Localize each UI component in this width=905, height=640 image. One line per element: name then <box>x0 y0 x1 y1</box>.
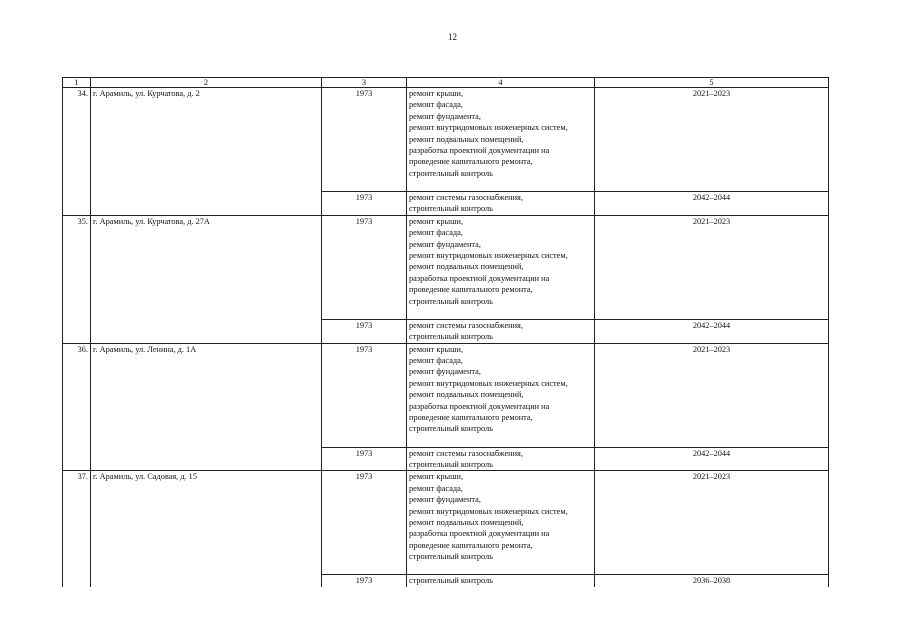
repair-work-item: проведение капитального ремонта, <box>409 157 533 167</box>
repair-work-item: проведение капитального ремонта, <box>409 285 533 295</box>
column-number-row <box>63 78 829 88</box>
repair-work-item: ремонт фасада, <box>409 100 463 110</box>
table-row <box>63 343 829 447</box>
year-built: 1973 <box>322 447 407 471</box>
repair-period: 2036–2038 <box>595 575 829 587</box>
repair-work-item: ремонт фундамента, <box>409 111 481 121</box>
repair-work-item: ремонт системы газоснабжения, <box>409 193 523 202</box>
repair-work-item: строительный контроль <box>409 168 493 178</box>
repair-work-item: ремонт подвальных помещений, <box>409 134 524 144</box>
repair-work-item: ремонт внутридомовых инженерных систем, <box>409 378 568 388</box>
row-number: 36. <box>63 343 91 471</box>
table-body <box>63 78 829 587</box>
repair-work-item: разработка проектной документации на <box>409 529 550 539</box>
repair-works-list <box>407 319 595 343</box>
year-built: 1973 <box>322 192 407 216</box>
repair-period: 2042–2044 <box>595 447 829 471</box>
repair-work-item: ремонт подвальных помещений, <box>409 390 524 400</box>
column-header-2: 2 <box>91 78 322 88</box>
repair-work-item: строительный контроль <box>409 296 493 306</box>
year-built: 1973 <box>322 575 407 587</box>
repair-work-item: ремонт фасада, <box>409 483 463 493</box>
repair-work-item: ремонт фундамента, <box>409 239 481 249</box>
table-row <box>63 88 829 192</box>
repair-work-item: ремонт подвальных помещений, <box>409 262 524 272</box>
repair-work-item: ремонт внутридомовых инженерных систем, <box>409 123 568 133</box>
year-built: 1973 <box>322 471 407 575</box>
row-number: 35. <box>63 215 91 343</box>
column-header-5: 5 <box>595 78 829 88</box>
repair-works-list <box>407 343 595 447</box>
repair-work-item: строительный контроль <box>409 552 493 562</box>
column-header-1: 1 <box>63 78 91 88</box>
repair-work-item: разработка проектной документации на <box>409 146 550 156</box>
table-row <box>63 471 829 575</box>
repair-work-item: проведение капитального ремонта, <box>409 540 533 550</box>
year-built: 1973 <box>322 88 407 192</box>
repair-work-item: строительный контроль <box>409 204 493 214</box>
repair-period: 2021–2023 <box>595 471 829 575</box>
repair-works-list <box>407 88 595 192</box>
repair-period: 2042–2044 <box>595 319 829 343</box>
repair-schedule-table <box>62 77 829 587</box>
repair-work-item: строительный контроль <box>409 576 493 586</box>
year-built: 1973 <box>322 215 407 319</box>
repair-work-item: ремонт системы газоснабжения, <box>409 320 523 330</box>
table-row <box>63 215 829 319</box>
building-address: г. Арамиль, ул. Курчатова, д. 2 <box>91 88 322 216</box>
year-built: 1973 <box>322 343 407 447</box>
building-address: г. Арамиль, ул. Садовая, д. 15 <box>91 471 322 587</box>
repair-period: 2021–2023 <box>595 343 829 447</box>
repair-work-item: ремонт фасада, <box>409 228 463 238</box>
repair-period: 2021–2023 <box>595 215 829 319</box>
year-built: 1973 <box>322 319 407 343</box>
repair-period: 2042–2044 <box>595 192 829 216</box>
repair-work-item: ремонт внутридомовых инженерных систем, <box>409 506 568 516</box>
repair-works-list <box>407 192 595 216</box>
repair-work-item: ремонт фундамента, <box>409 495 481 505</box>
column-header-3: 3 <box>322 78 407 88</box>
repair-work-item: ремонт крыши, <box>409 472 464 482</box>
repair-works-list <box>407 575 595 587</box>
repair-work-item: строительный контроль <box>409 424 493 434</box>
repair-works-list <box>407 215 595 319</box>
repair-work-item: разработка проектной документации на <box>409 273 550 283</box>
column-header-4: 4 <box>407 78 595 88</box>
repair-work-item: ремонт внутридомовых инженерных систем, <box>409 251 568 261</box>
repair-work-item: ремонт подвальных помещений, <box>409 518 524 528</box>
building-address: г. Арамиль, ул. Ленина, д. 1А <box>91 343 322 471</box>
repair-work-item: строительный контроль <box>409 460 493 470</box>
building-address: г. Арамиль, ул. Курчатова, д. 27А <box>91 215 322 343</box>
repair-work-item: ремонт системы газоснабжения, <box>409 448 523 458</box>
row-number: 37. <box>63 471 91 587</box>
page-number: 12 <box>448 32 457 42</box>
repair-work-item: ремонт фасада, <box>409 356 463 366</box>
repair-work-item: ремонт фундамента, <box>409 367 481 377</box>
repair-period: 2021–2023 <box>595 88 829 192</box>
repair-work-item: ремонт крыши, <box>409 216 464 226</box>
repair-work-item: строительный контроль <box>409 332 493 342</box>
repair-work-item: ремонт крыши, <box>409 89 464 98</box>
row-number: 34. <box>63 88 91 216</box>
repair-works-list <box>407 471 595 575</box>
repair-work-item: разработка проектной документации на <box>409 401 550 411</box>
repair-work-item: проведение капитального ремонта, <box>409 413 533 423</box>
repair-work-item: ремонт крыши, <box>409 344 464 354</box>
repair-works-list <box>407 447 595 471</box>
